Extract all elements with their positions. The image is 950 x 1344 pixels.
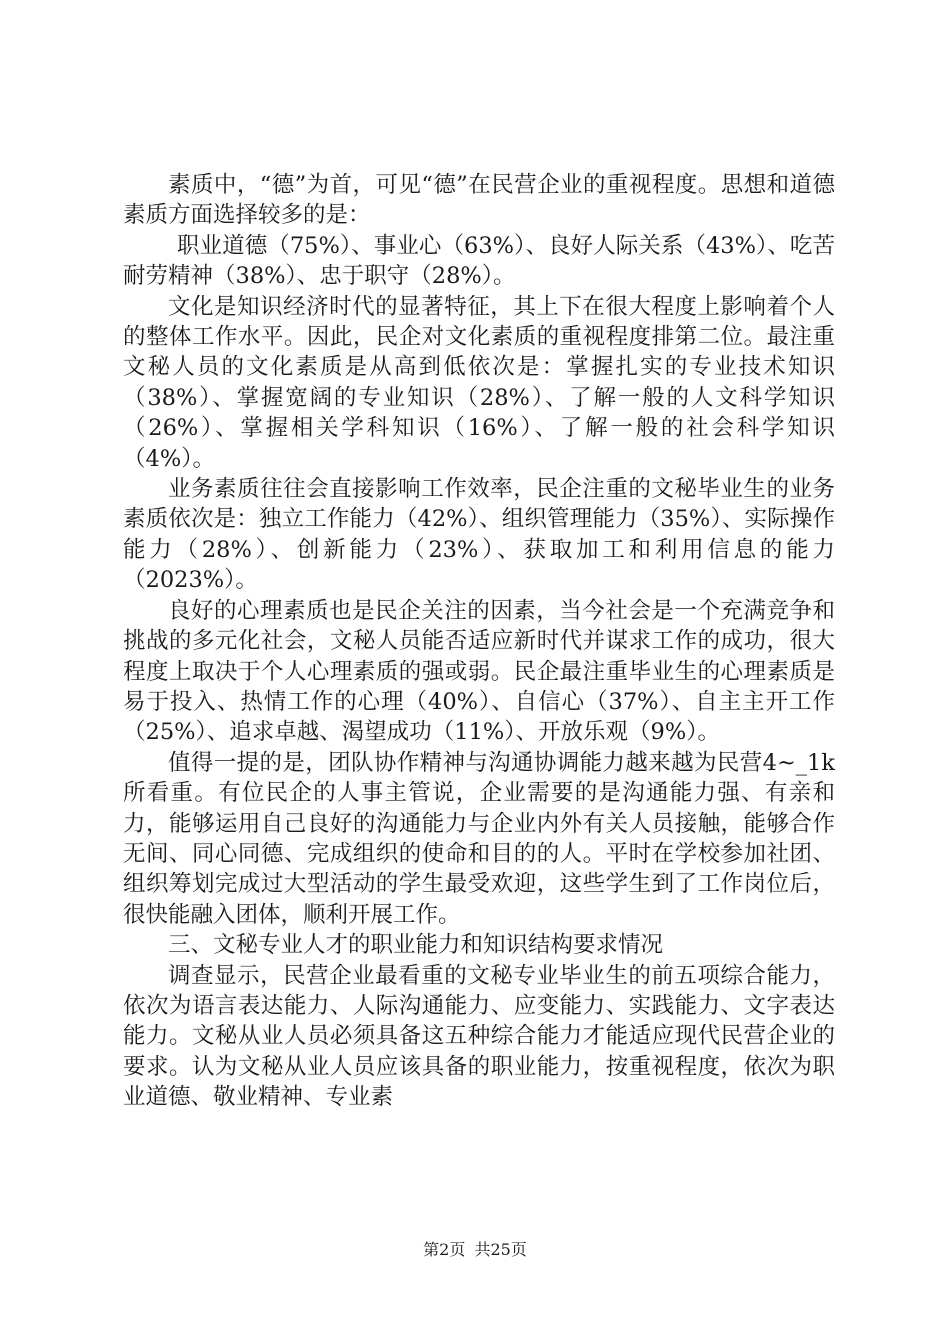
section-heading: 三、文秘专业人才的职业能力和知识结构要求情况 <box>168 932 664 959</box>
page-footer <box>0 1240 950 1260</box>
paragraph-teamwork: 值得一提的是，团队协作精神与沟通协调能力越来越为民营4~_1k所看重。有位民企的人事主管说，企业需要的是沟通能力强、有亲和力，能够运用自己良好的沟通能力与企业内外有关人员接触，能够合作无间、同心同德、完成组织的使命和目的的人。平时在学校参加社团、组织筹划完成过大型活动的学生最受欢迎，这些学生到了工作岗位后，很快能融入团体，顺利开展工作。 <box>123 749 835 928</box>
paragraph-moral-list: 职业道德（75%）、事业心（63%）、良好人际关系（43%）、吃苦耐劳精神（38%）、忠于职守（28%）。 <box>123 232 835 290</box>
document-body <box>123 170 835 1113</box>
paragraph-cultural-quality: 文化是知识经济时代的显著特征，其上下在很大程度上影响着个人的整体工作水平。因此，民企对文化素质的重视程度排第二位。最注重文秘人员的文化素质是从高到低依次是：掌握扎实的专业技术知识（38%）、掌握宽阔的专业知识（28%）、了解一般的人文科学知识（26%）、掌握相关学科知识（16%）、了解一般的社会科学知识（4%）。 <box>123 293 835 472</box>
paragraph-psychological-quality: 良好的心理素质也是民企关注的因素，当今社会是一个充满竞争和挑战的多元化社会，文秘人员能否适应新时代并谋求工作的成功，很大程度上取决于个人心理素质的强或弱。民企最注重毕业生的心理素质是易于投入、热情工作的心理（40%）、自信心（37%）、自主主开工作（25%）、追求卓越、渴望成功（11%）、开放乐观（9%）。 <box>123 597 835 746</box>
page-total: 共25页 <box>474 1240 527 1259</box>
paragraph-survey-results: 调查显示，民营企业最看重的文秘专业毕业生的前五项综合能力，依次为语言表达能力、人际沟通能力、应变能力、实践能力、文字表达能力。文秘从业人员必须具备这五种综合能力才能适应现代民营企业的要求。认为文秘从业人员应该具备的职业能力，按重视程度，依次为职业道德、敬业精神、专业素 <box>123 962 835 1111</box>
page-number: 第2页 <box>423 1240 466 1259</box>
paragraph-business-quality: 业务素质往往会直接影响工作效率，民企注重的文秘毕业生的业务素质依次是：独立工作能力（42%）、组织管理能力（35%）、实际操作能力（28%）、创新能力（23%）、获取加工和利用信息的能力（2023%）。 <box>123 476 835 594</box>
paragraph-moral-quality: 素质中，“德”为首，可见“德”在民营企业的重视程度。思想和道德素质方面选择较多的是： <box>123 172 835 229</box>
